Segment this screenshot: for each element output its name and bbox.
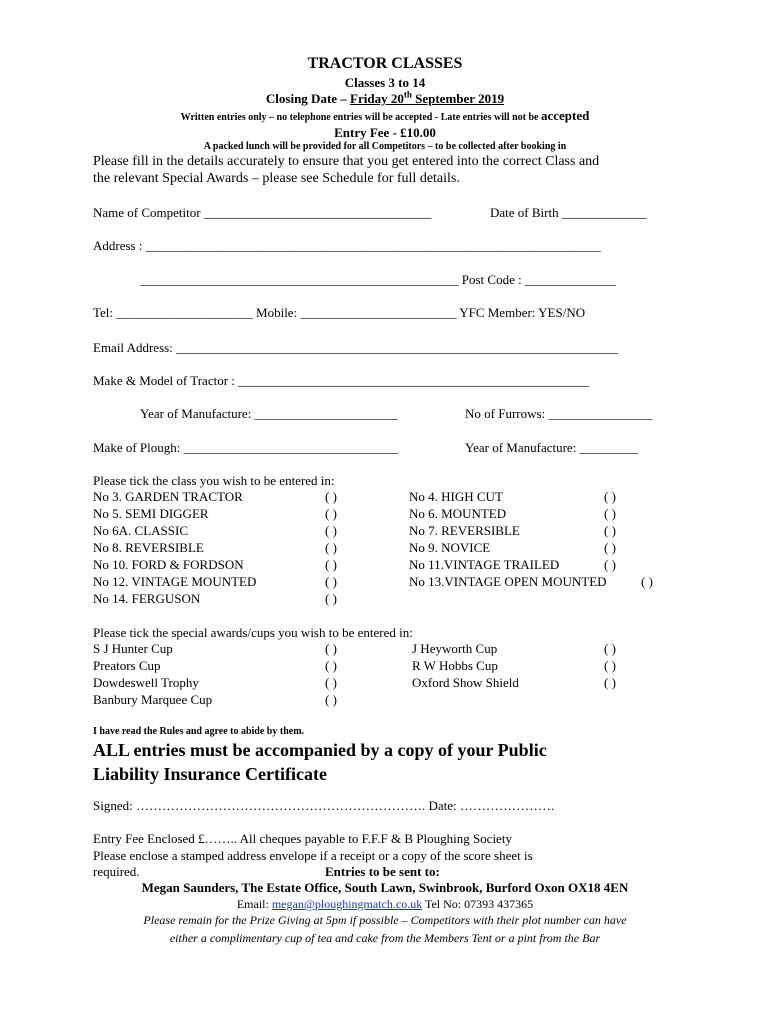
intro-line-2: the relevant Special Awards – please see Schedule for full details.: [93, 171, 460, 186]
award-right-1: R W Hobbs Cup: [412, 658, 498, 673]
written-entries-note: Written entries only – no telephone entries will be accepted - Late entries will not be accepted: [180, 108, 590, 123]
classes-range: Classes 3 to 14: [344, 75, 426, 90]
award-right-tick-0[interactable]: ( ): [604, 641, 616, 656]
rules-agreement: I have read the Rules and agree to abide by them.: [93, 726, 305, 737]
enclose-envelope-line-1: Please enclose a stamped address envelope if a receipt or a copy of the score sheet is: [93, 848, 533, 863]
class-left-tick-3[interactable]: ( ): [325, 540, 337, 555]
award-right-2: Oxford Show Shield: [412, 675, 519, 690]
date-of-birth-field[interactable]: Date of Birth _____________: [490, 205, 647, 220]
class-left-0: No 3. GARDEN TRACTOR: [93, 489, 243, 504]
awards-heading: Please tick the special awards/cups you wish to be entered in:: [93, 625, 413, 640]
classes-heading: Please tick the class you wish to be entered in:: [93, 473, 335, 488]
plough-make-field[interactable]: Make of Plough: _________________________________: [93, 440, 399, 455]
award-left-tick-1[interactable]: ( ): [325, 658, 337, 673]
award-right-tick-1[interactable]: ( ): [604, 658, 616, 673]
lunch-note: A packed lunch will be provided for all Competitors – to be collected after booking in: [203, 141, 567, 152]
class-left-tick-6[interactable]: ( ): [325, 591, 337, 606]
email-address-field[interactable]: Email Address: ____________________________________________________________________: [93, 340, 619, 355]
class-right-0: No 4. HIGH CUT: [409, 489, 503, 504]
award-left-3: Banbury Marquee Cup: [93, 692, 213, 707]
class-left-tick-0[interactable]: ( ): [325, 489, 337, 504]
class-left-1: No 5. SEMI DIGGER: [93, 506, 209, 521]
award-right-0: J Heyworth Cup: [412, 641, 498, 656]
closing-date-value: Friday 20th September 2019: [350, 89, 505, 106]
tel-mobile-yfc-field[interactable]: Tel: _____________________ Mobile: ________________________ YFC Member: YES/NO: [93, 305, 586, 320]
award-left-tick-0[interactable]: ( ): [325, 641, 337, 656]
class-left-tick-2[interactable]: ( ): [325, 523, 337, 538]
contact-line: Email: megan@ploughingmatch.co.uk Tel No: 07393 437365: [236, 897, 534, 911]
class-left-6: No 14. FERGUSON: [93, 591, 201, 606]
award-left-tick-2[interactable]: ( ): [325, 675, 337, 690]
class-left-tick-4[interactable]: ( ): [325, 557, 337, 572]
class-left-3: No 8. REVERSIBLE: [93, 540, 204, 555]
prize-giving-line-1: Please remain for the Prize Giving at 5pm if possible – Competitors with their plot number can have: [143, 913, 627, 927]
class-left-4: No 10. FORD & FORDSON: [93, 557, 244, 572]
award-left-0: S J Hunter Cup: [93, 641, 173, 656]
plough-year-field[interactable]: Year of Manufacture: _________: [465, 440, 639, 455]
closing-date: Closing Date – Friday 20th September 2019: [265, 89, 505, 106]
class-left-tick-1[interactable]: ( ): [325, 506, 337, 521]
page-title: TRACTOR CLASSES: [307, 55, 463, 72]
tractor-year-field[interactable]: Year of Manufacture: ______________________: [140, 406, 398, 421]
award-left-tick-3[interactable]: ( ): [325, 692, 337, 707]
class-right-3: No 9. NOVICE: [409, 540, 491, 555]
postal-address: Megan Saunders, The Estate Office, South Lawn, Swinbrook, Burford Oxon OX18 4EN: [141, 880, 629, 895]
class-right-5: No 13.VINTAGE OPEN MOUNTED: [409, 574, 607, 589]
intro-line-1: Please fill in the details accurately to ensure that you get entered into the correct Class and: [93, 154, 600, 169]
class-right-tick-2[interactable]: ( ): [604, 523, 616, 538]
class-right-tick-1[interactable]: ( ): [604, 506, 616, 521]
address-field[interactable]: Address : ______________________________________________________________________: [93, 238, 601, 253]
class-left-tick-5[interactable]: ( ): [325, 574, 337, 589]
class-right-4: No 11.VINTAGE TRAILED: [409, 557, 560, 572]
class-right-tick-5[interactable]: ( ): [641, 574, 653, 589]
fee-enclosed-line: Entry Fee Enclosed £…….. All cheques payable to F.F.F & B Ploughing Society: [93, 831, 512, 846]
class-right-1: No 6. MOUNTED: [409, 506, 507, 521]
tractor-make-model-field[interactable]: Make & Model of Tractor : ______________________________________________________: [93, 373, 590, 388]
insurance-notice-line-1: ALL entries must be accompanied by a copy of your Public: [93, 740, 547, 760]
entries-sent-to: Entries to be sent to:: [325, 864, 440, 879]
award-right-tick-2[interactable]: ( ): [604, 675, 616, 690]
class-right-tick-3[interactable]: ( ): [604, 540, 616, 555]
email-link[interactable]: megan@ploughingmatch.co.uk: [271, 897, 423, 911]
furrows-field[interactable]: No of Furrows: ________________: [465, 406, 653, 421]
signature-date-field[interactable]: Signed: …………………………………………………………. Date: ………………….: [93, 798, 555, 813]
class-left-2: No 6A. CLASSIC: [93, 523, 188, 538]
enclose-envelope-line-2: required.: [93, 864, 140, 879]
award-left-1: Preators Cup: [93, 658, 161, 673]
class-left-5: No 12. VINTAGE MOUNTED: [93, 574, 257, 589]
insurance-notice-line-2: Liability Insurance Certificate: [93, 764, 327, 784]
class-right-tick-0[interactable]: ( ): [604, 489, 616, 504]
prize-giving-line-2: either a complimentary cup of tea and cake from the Members Tent or a pint from the Bar: [169, 931, 601, 945]
class-right-tick-4[interactable]: ( ): [604, 557, 616, 572]
award-left-2: Dowdeswell Trophy: [93, 675, 199, 690]
address-line-2-postcode-field[interactable]: _________________________________________________ Post Code : ______________: [140, 272, 616, 287]
competitor-name-field[interactable]: Name of Competitor ___________________________________: [93, 205, 432, 220]
class-right-2: No 7. REVERSIBLE: [409, 523, 520, 538]
entry-fee: Entry Fee - £10.00: [334, 125, 436, 140]
